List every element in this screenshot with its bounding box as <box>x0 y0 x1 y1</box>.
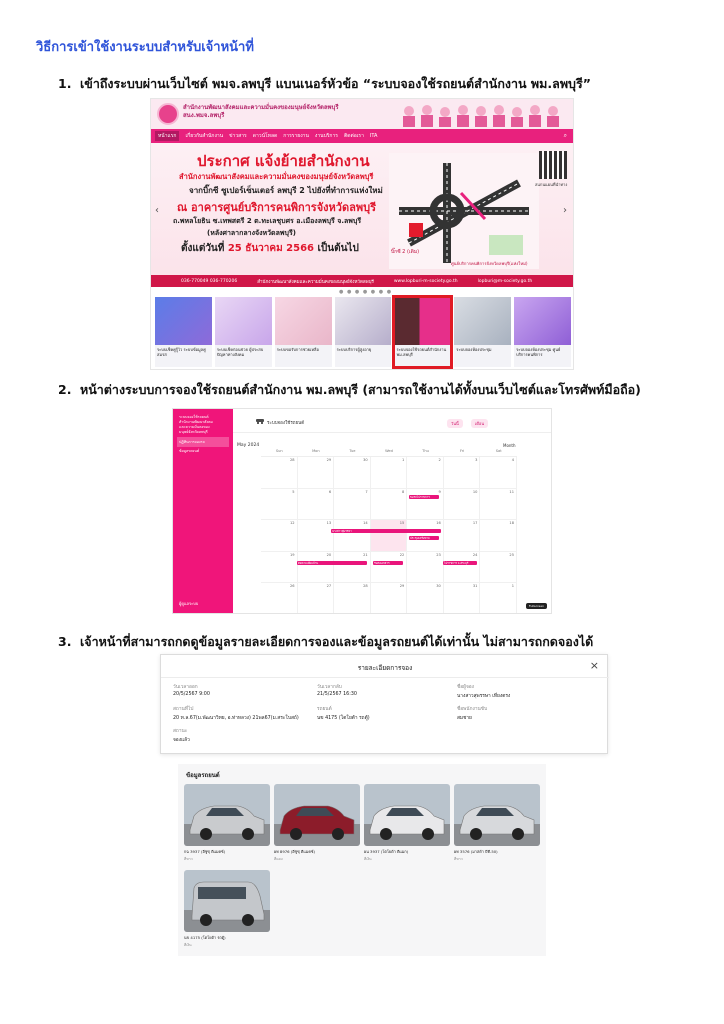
service-card[interactable]: ระบบจองห้องประชุม ศูนย์บริการคนพิการ <box>514 297 571 367</box>
contact-bar <box>151 275 574 287</box>
vehicle-photo <box>184 784 270 846</box>
calendar-day[interactable] <box>261 489 298 521</box>
calendar-day[interactable] <box>298 552 335 584</box>
calendar-day[interactable] <box>407 552 444 584</box>
calendar-day[interactable] <box>407 489 444 521</box>
day-number: 19 <box>289 552 295 557</box>
calendar-day[interactable] <box>480 489 517 521</box>
calendar-day[interactable] <box>444 457 481 489</box>
weekday-header: Sat <box>480 449 517 457</box>
calendar-event[interactable]: รับส่งเอกสาร <box>373 561 403 565</box>
nav-item-contact[interactable]: ติดต่อเรา <box>343 133 364 139</box>
app-sidebar: ระบบจองใช้รถยนต์ สำนักงานพัฒนาสังคม และความมั่นคงของ มนุษย์จังหวัดลพบุรี ปฏิทินการจองรถ ข้อมูลรถยนต์ ผู้ดูแลระบบ <box>173 409 233 614</box>
step-number: 3. <box>58 634 72 649</box>
today-button[interactable]: วันนี้ <box>447 419 463 428</box>
day-number: 31 <box>472 584 478 589</box>
field-driver: ชื่อพนักงานขับ สมชาย <box>457 707 488 721</box>
nav-item-report[interactable]: การรายงาน <box>283 133 309 139</box>
vehicle-photo <box>184 870 270 932</box>
day-number: 24 <box>472 552 478 557</box>
qr-label: สแกนแผนที่นำทาง <box>535 182 568 187</box>
vehicle-color: สีขาว <box>184 857 193 861</box>
calendar-day[interactable] <box>480 520 517 552</box>
month-button[interactable]: เดือน <box>471 419 488 428</box>
vehicle-name: ผน 3937 (โตโยต้า ดีแมก) <box>364 849 409 854</box>
day-number: 6 <box>328 489 332 494</box>
calendar-event[interactable]: ไปราชการ จ.สระบุรี <box>443 561 477 565</box>
calendar-event[interactable]: ติดตามเยี่ยมบ้าน <box>297 561 367 565</box>
weekday-header: Tue <box>334 449 371 457</box>
day-number: 29 <box>326 458 332 462</box>
calendar-day[interactable] <box>261 552 298 584</box>
day-number: 1 <box>401 458 405 462</box>
service-card[interactable]: ระบบขอรับการช่วยเหลือ <box>275 297 332 367</box>
banner-location: ณ อาคารศูนย์บริการคนพิการจังหวัดลพบุรี <box>177 201 376 214</box>
day-number: 28 <box>363 584 368 589</box>
vehicle-card[interactable] <box>184 870 270 948</box>
sidebar-item-cars[interactable]: ข้อมูลรถยนต์ <box>179 449 200 453</box>
service-card[interactable]: ระบบจองห้องประชุม <box>454 297 511 367</box>
calendar-day[interactable] <box>371 552 408 584</box>
crowd-illustration <box>399 101 569 127</box>
calendar-day[interactable] <box>298 583 335 614</box>
contact-phone[interactable]: 036-770049 036-770206 <box>181 278 238 284</box>
site-logo[interactable] <box>157 103 179 125</box>
nav-item-ita[interactable]: ITA <box>369 133 378 139</box>
day-number: 5 <box>292 489 295 494</box>
view-select[interactable]: Month <box>503 443 516 448</box>
day-number: 15 <box>399 521 405 526</box>
calendar-day[interactable] <box>407 583 444 614</box>
field-destination: สถานที่ไป 20 ท.ล.67(ม.พัฒนาวิทย, อ.ท่าหลวง) 21พล67(ม.สระโบสถ์) <box>173 707 299 721</box>
day-number: 3 <box>475 458 478 462</box>
vehicle-photo <box>454 784 540 846</box>
document-title: วิธีการเข้าใช้งานระบบสำหรับเจ้าหน้าที่ <box>36 40 254 55</box>
field-depart: วันเวลาออก 20/5/2567 9:00 <box>173 685 210 697</box>
month-label: May 2024 <box>237 443 260 448</box>
route-map <box>389 153 539 269</box>
weekday-header: Thu <box>407 449 444 457</box>
service-card[interactable]: ระบบเช็คคู่รู้ไว ระบบข้อมูลคู่สมรส <box>155 297 212 367</box>
calendar-day[interactable] <box>444 552 481 584</box>
step-text: เข้าถึงระบบผ่านเว็บไซต์ พมจ.ลพบุรี แบนเนอร์หัวข้อ “ระบบจองใช้รถยนต์สำนักงาน พม.ลพบุรี” <box>80 76 591 91</box>
search-icon[interactable]: ⌕ <box>563 132 567 139</box>
calendar-day[interactable] <box>298 457 335 489</box>
calendar-event[interactable]: ขอรถไปราชการ <box>409 495 439 499</box>
calendar-day[interactable] <box>371 520 408 552</box>
weekday-header: Sun <box>261 449 298 457</box>
calendar-day[interactable] <box>298 489 335 521</box>
vehicle-name: นข 4175 (โตโยต้า รถตู้) <box>184 935 226 940</box>
day-number: 25 <box>509 552 514 557</box>
banner-org: สำนักงานพัฒนาสังคมและความมั่นคงของมนุษย์จังหวัดลพบุรี <box>179 172 374 181</box>
calendar-day[interactable] <box>480 457 517 489</box>
vehicle-name: ผท 8976 (อีซูซุ ดีแมคซ์) <box>274 849 315 854</box>
calendar-day[interactable] <box>261 457 298 489</box>
vehicle-panel <box>178 764 546 956</box>
carousel-dots[interactable]: ● ● ● ● ● ● ● <box>339 289 393 295</box>
fullscreen-button[interactable]: Fullscreen <box>526 603 547 609</box>
booking-detail-dialog <box>160 654 608 754</box>
vehicle-color: สีขาว <box>454 857 463 861</box>
day-number: 2 <box>438 458 441 462</box>
map-label-new: ศูนย์บริการคนพิการจังหวัดลพบุรี(แห่งใหม่) <box>451 261 528 266</box>
day-number: 4 <box>511 458 514 462</box>
day-number: 21 <box>363 552 368 557</box>
service-card[interactable]: ระบบเช็คก่อนช่วย ผู้ประสบปัญหาทางสังคม <box>215 297 272 367</box>
site-name: สำนักงานพัฒนาสังคมและความมั่นคงของมนุษย์จังหวัดลพบุรี สนง.พมจ.ลพบุรี <box>183 104 339 119</box>
nav-item-home[interactable]: หน้าแรก <box>155 131 179 141</box>
day-number: 23 <box>436 552 441 557</box>
vehicle-color: สีเงิน <box>184 943 192 947</box>
step-number: 1. <box>58 76 72 91</box>
step-number: 2. <box>58 382 72 397</box>
vehicle-card[interactable] <box>364 784 450 862</box>
nav-item-download[interactable]: ดาวน์โหลด <box>252 133 278 139</box>
vehicle-photo <box>274 784 360 846</box>
chevron-left-icon[interactable]: ‹ <box>155 205 159 216</box>
step-text: หน้าต่างระบบการจองใช้รถยนต์สำนักงาน พม.ลพบุรี (สามารถใช้งานได้ทั้งบนเว็บไซต์และโทรศัพท์มือถือ) <box>80 382 641 397</box>
calendar-event[interactable]: นางสาวสุพรรษา <box>331 529 441 533</box>
nav-item-news[interactable]: ข่าวสาร <box>229 133 247 139</box>
calendar-day[interactable] <box>334 520 371 552</box>
calendar-day[interactable] <box>444 583 481 614</box>
day-number: 10 <box>472 489 478 494</box>
field-status: สถานะ จองแล้ว <box>173 729 190 743</box>
vehicle-color: สีเงิน <box>364 857 372 861</box>
weekday-header: Wed <box>371 449 408 457</box>
day-number: 27 <box>326 584 332 589</box>
vehicle-card[interactable] <box>454 784 540 862</box>
site-header <box>151 99 573 129</box>
nav-item-services[interactable]: งานบริการ <box>314 133 338 139</box>
day-number: 13 <box>326 521 332 526</box>
calendar-day[interactable] <box>334 489 371 521</box>
banner-date: ตั้งแต่วันที่ 25 ธันวาคม 2566 เป็นต้นไป <box>181 243 359 254</box>
day-number: 30 <box>436 584 441 589</box>
close-icon[interactable]: × <box>589 659 599 672</box>
day-number: 18 <box>509 521 514 526</box>
calendar-day[interactable] <box>334 457 371 489</box>
calendar-day[interactable] <box>261 583 298 614</box>
divider <box>161 677 609 678</box>
calendar-day[interactable] <box>298 520 335 552</box>
field-return: วันเวลากลับ 21/5/2567 16:30 <box>317 685 357 697</box>
step-text: เจ้าหน้าที่สามารถกดดูข้อมูลรายละเอียดการจองและข้อมูลรถยนต์ได้เท่านั้น ไม่สามารถกดจองได้ <box>80 634 594 649</box>
day-number: 22 <box>399 552 405 557</box>
calendar-day[interactable] <box>371 489 408 521</box>
website-screenshot <box>150 98 574 370</box>
field-vehicle: รถยนต์ นข 4175 (โตโยต้า รถตู้) <box>317 707 370 721</box>
day-number: 9 <box>438 489 441 494</box>
step-3 <box>58 632 593 652</box>
vehicle-name: ผท 3576 (มาสด้า บีที-50) <box>454 849 498 854</box>
contact-facebook[interactable]: สำนักงานพัฒนาสังคมและความมั่นคงของมนุษย์จังหวัดลพบุรี <box>257 279 374 285</box>
vehicle-photo <box>364 784 450 846</box>
car-icon <box>255 415 265 425</box>
day-number: 30 <box>363 458 368 462</box>
day-number: 26 <box>289 584 295 589</box>
calendar-day[interactable] <box>371 583 408 614</box>
map-label-bigc: บิ๊กซี 2 (เดิม) <box>391 249 420 255</box>
calendar-day[interactable] <box>444 520 481 552</box>
day-number: 8 <box>401 489 405 494</box>
vehicle-name: กฉ 3937 (อีซูซุ ดีแมคซ์) <box>184 849 226 854</box>
car-booking-card[interactable]: ระบบจองใช้รถยนต์สำนักงาน พม.ลพบุรี <box>394 297 451 367</box>
calendar-day[interactable] <box>480 583 517 614</box>
site-nav <box>151 129 573 143</box>
weekday-header: Fri <box>444 449 481 457</box>
calendar-day[interactable] <box>261 520 298 552</box>
banner-heading: ประกาศ แจ้งย้ายสำนักงาน <box>197 152 370 170</box>
dialog-title: รายละเอียดการจอง <box>357 664 413 672</box>
nav-item-about[interactable]: เกี่ยวกับสำนักงาน <box>185 133 224 139</box>
calendar-day[interactable] <box>334 552 371 584</box>
day-number: 1 <box>511 584 514 589</box>
app-title: ระบบจองใช้รถยนต์ <box>267 421 305 426</box>
calendar-app-screenshot <box>172 408 552 614</box>
banner-from: จากบิ๊กซี ซูเปอร์เซ็นเตอร์ ลพบุรี 2 ไปยังที่ทำการแห่งใหม่ <box>189 186 383 195</box>
calendar-day[interactable] <box>480 552 517 584</box>
banner-address-note: (หลังศาลากลางจังหวัดลพบุรี) <box>207 229 296 237</box>
contact-email[interactable]: lopburi@m-society.go.th <box>477 278 533 284</box>
calendar-day[interactable] <box>444 489 481 521</box>
day-number: 17 <box>472 521 478 526</box>
day-number: 12 <box>289 521 295 526</box>
announcement-banner[interactable] <box>151 143 574 275</box>
app-header <box>233 409 552 433</box>
chevron-right-icon[interactable]: › <box>563 205 567 216</box>
calendar-day[interactable] <box>334 583 371 614</box>
day-number: 14 <box>363 521 368 526</box>
sidebar-item-calendar[interactable]: ปฏิทินการจองรถ <box>177 437 229 447</box>
vehicle-color: สีแดง <box>274 857 283 861</box>
day-number: 29 <box>399 584 405 589</box>
qr-code[interactable] <box>539 151 567 179</box>
step-2 <box>58 380 641 400</box>
calendar-day[interactable] <box>371 457 408 489</box>
day-number: 20 <box>326 552 332 557</box>
calendar-day[interactable] <box>407 457 444 489</box>
vehicle-card[interactable] <box>274 784 360 862</box>
field-booker: ชื่อผู้จอง นางสาวสุพรรษา เที่ยงตรง <box>457 685 511 699</box>
service-cards <box>155 297 571 367</box>
day-number: 28 <box>289 458 295 462</box>
contact-website[interactable]: www.lopburi-m-society.go.th <box>393 278 458 284</box>
sidebar-user[interactable]: ผู้ดูแลระบบ <box>179 601 199 606</box>
weekday-header: Mon <box>298 449 335 457</box>
service-card[interactable]: ระบบบริการผู้สูงอายุ <box>335 297 392 367</box>
day-number: 7 <box>365 489 368 494</box>
vehicle-panel-title: ข้อมูลรถยนต์ <box>186 772 220 779</box>
calendar-event[interactable]: ประชุมเครือข่าย <box>409 536 439 540</box>
banner-address: ถ.พหลโยธิน ซ.เทพสตรี 2 ต.ทะเลชุบศร อ.เมืองลพบุรี จ.ลพบุรี <box>173 217 362 225</box>
vehicle-card[interactable] <box>184 784 270 862</box>
step-1 <box>58 74 591 94</box>
day-number: 16 <box>436 521 441 526</box>
day-number: 11 <box>509 489 514 494</box>
